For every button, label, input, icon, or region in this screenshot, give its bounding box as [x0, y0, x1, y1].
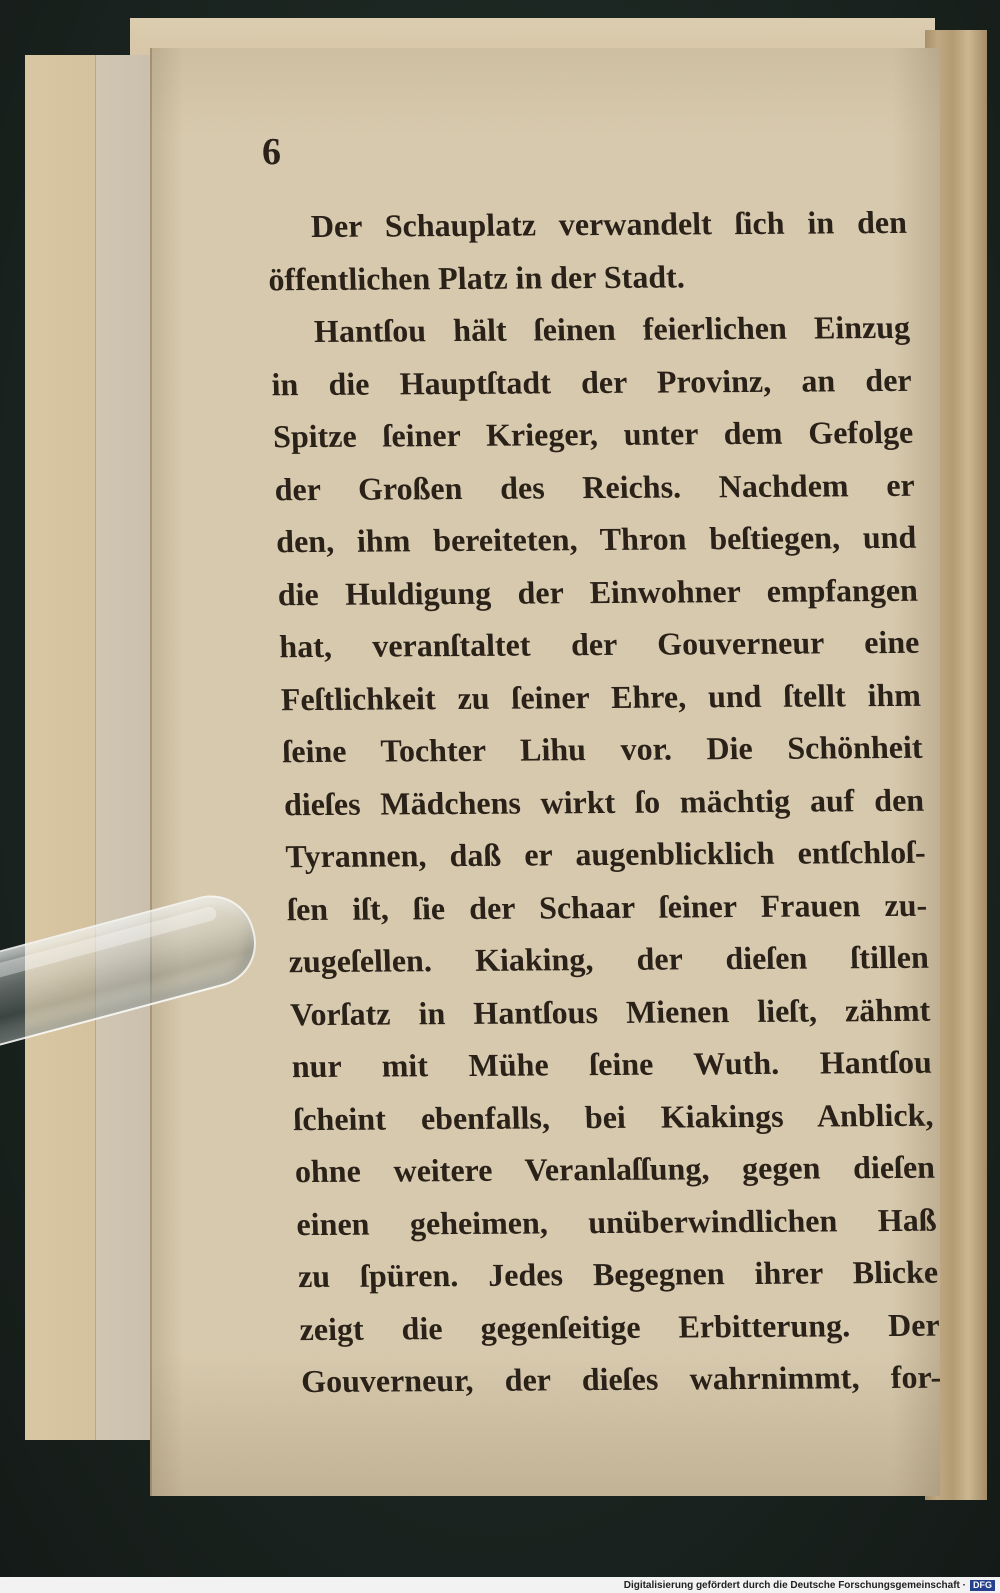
text-line: dieſes Mädchens wirkt ſo mächtig auf den	[283, 781, 925, 822]
text-line: hat, veranſtaltet der Gouverneur eine	[278, 623, 920, 665]
text-line: Spitze ſeiner Krieger, unter dem Gefolge	[272, 413, 914, 455]
text-line: zugeſellen. Kiaking, der dieſen ſtillen	[288, 938, 930, 980]
text-line: ſen iſt, ſie der Schaar ſeiner Frauen zu-	[286, 886, 928, 927]
paper-strip-left-inner	[95, 55, 156, 1440]
text-line: ohne weitere Veranlaſſung, gegen dieſen	[294, 1148, 936, 1190]
text-line: zeigt die gegenſeitige Erbitterung. Der	[299, 1306, 941, 1347]
text-line: einen geheimen, unüberwindlichen Haß	[295, 1201, 937, 1242]
book-page	[150, 48, 940, 1496]
text-line: Tyrannen, daß er augenblicklich entſchloſ-	[285, 833, 927, 875]
text-line: zu ſpüren. Jedes Begegnen ihrer Blicke	[297, 1253, 939, 1295]
page-number: 6	[262, 131, 281, 173]
text-line: Hantſou hält ſeinen feierlichen Einzug	[313, 308, 911, 350]
text-line: der Großen des Reichs. Nachdem er	[274, 466, 916, 507]
text-line: die Huldigung der Einwohner empfangen	[277, 571, 919, 612]
footer-bar	[0, 1577, 1000, 1593]
dfg-logo: DFG	[970, 1580, 995, 1591]
text-line: Feſtlichkeit zu ſeiner Ehre, und ſtellt ihm	[280, 676, 922, 717]
text-line: öffentlichen Platz in der Stadt.	[267, 257, 686, 297]
text-line: den, ihm bereiteten, Thron beſtiegen, und	[275, 518, 917, 560]
text-line: Gouverneur, der dieſes wahrnimmt, for-	[300, 1358, 942, 1400]
footer-credit: Digitalisierung gefördert durch die Deutsche Forschungsgemeinschaft ·	[623, 1579, 966, 1591]
text-line: ſcheint ebenfalls, bei Kiakings Anblick,	[292, 1096, 934, 1137]
page-text	[266, 196, 942, 1408]
text-line: in die Hauptſtadt der Provinz, an der	[271, 361, 913, 402]
text-line: nur mit Mühe ſeine Wuth. Hantſou	[291, 1043, 933, 1085]
text-line: ſeine Tochter Lihu vor. Die Schönheit	[281, 728, 923, 770]
text-line: Vorſatz in Hantſous Mienen lieſt, zähmt	[289, 991, 931, 1032]
text-line: Der Schauplatz verwandelt ſich in den	[310, 203, 908, 245]
